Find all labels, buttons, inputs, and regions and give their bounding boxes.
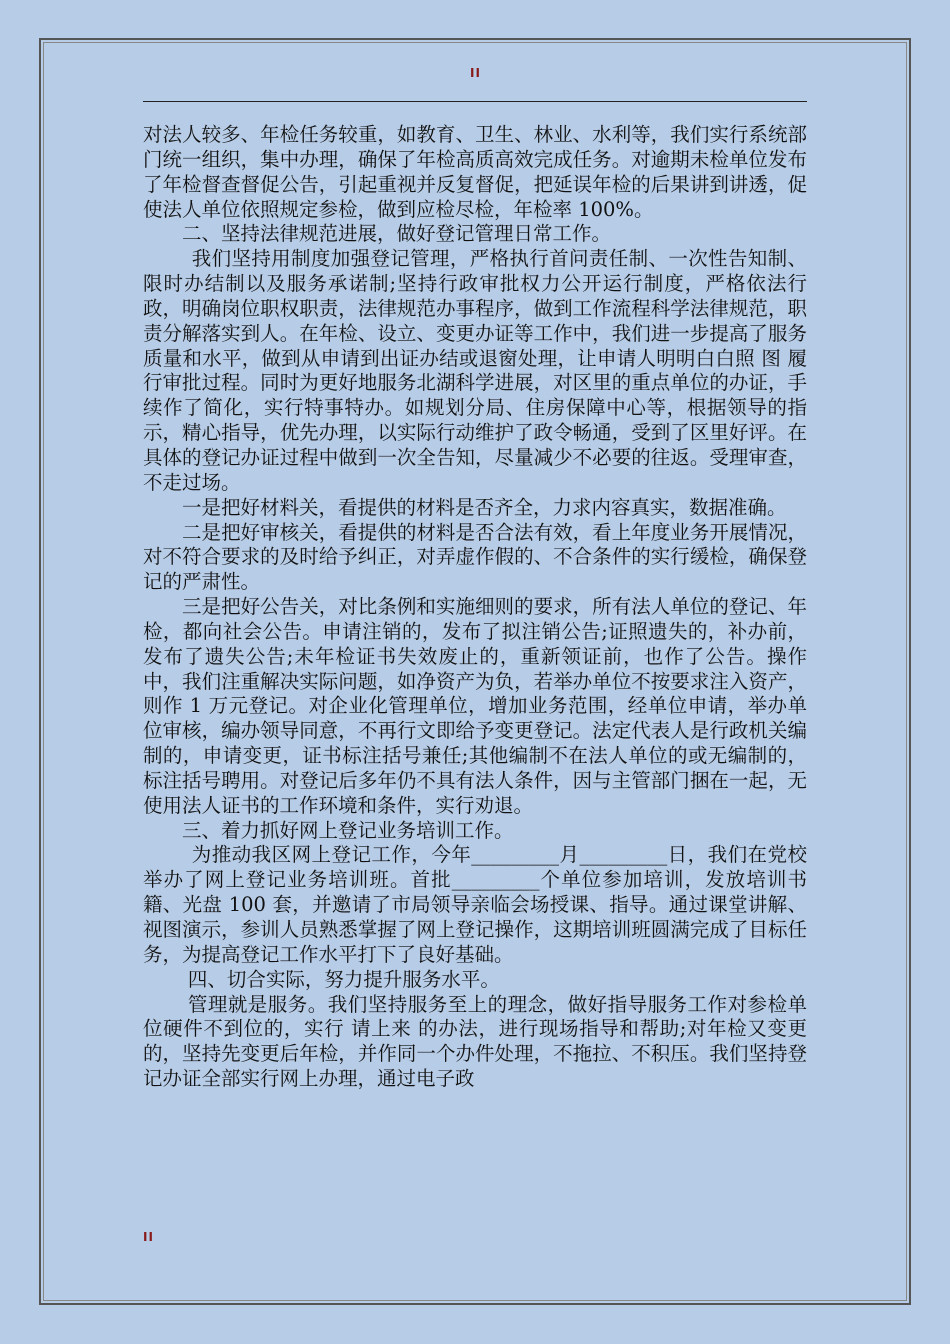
paragraph: 管理就是服务。我们坚持服务至上的理念，做好指导服务工作对参检单位硬件不到位的，实行 请上来 的办法，进行现场指导和帮助;对年检又变更的，坚持先变更后年检，并作同一个办件处理，不拖拉、不积压。我们坚持登记办证全部实行网上办理，通过电子政	[143, 992, 807, 1091]
paragraph: 二、坚持法律规范进展，做好登记管理日常工作。	[182, 222, 612, 246]
paragraph: 一是把好材料关，看提供的材料是否齐全，力求内容真实，数据准确。	[182, 495, 787, 519]
header-rule	[143, 101, 807, 102]
paragraph: 三、着力抓好网上登记业务培训工作。	[182, 818, 514, 842]
paragraph: 二是把好审核关，看提供的材料是否合法有效，看上年度业务开展情况，对不符合要求的及时给予纠正，对弄虚作假的、不合条件的实行缓检，确保登记的严肃性。	[143, 520, 807, 594]
paragraph: 四、切合实际，努力提升服务水平。	[187, 967, 500, 991]
header-mark: II	[470, 66, 481, 80]
paragraph: 三是把好公告关，对比条例和实施细则的要求，所有法人单位的登记、年检，都向社会公告。申请注销的，发布了拟注销公告;证照遗失的，补办前，发布了遗失公告;未年检证书失效废止的，重新领证前，也作了公告。操作中，我们注重解决实际问题，如净资产为负，若举办单位不按要求注入资产，则作 1 万元登记。对企业化管理单位，增加业务范围，经单位申请，举办单位审核，编办领导同意，不再行文即给予变更登记。法定代表人是行政机关编制的，申请变更，证书标注括号兼任;其他编制不在法人单位的或无编制的，标注括号聘用。对登记后多年仍不具有法人条件，因与主管部门捆在一起，无使用法人证书的工作环境和条件，实行劝退。	[143, 595, 807, 817]
paragraph: 对法人较多、年检任务较重，如教育、卫生、林业、水利等，我们实行系统部门统一组织，集中办理，确保了年检高质高效完成任务。对逾期未检单位发布了年检督查督促公告，引起重视并反复督促，把延误年检的后果讲到讲透，促使法人单位依照规定参检，做到应检尽检，年检率 100%。	[143, 123, 807, 221]
footer-mark: II	[143, 1230, 154, 1244]
document-body	[143, 123, 807, 1092]
paragraph: 我们坚持用制度加强登记管理，严格执行首问责任制、一次性告知制、限时办结制以及服务承诺制;坚持行政审批权力公开运行制度，严格依法行政，明确岗位职权职责，法律规范办事程序，做到工作流程科学法律规范，职责分解落实到人。在年检、设立、变更办证等工作中，我们进一步提高了服务质量和水平，做到从申请到出证办结或退窗处理，让申请人明明白白照 图 履行审批过程。同时为更好地服务北湖科学进展，对区里的重点单位的办证，手续作了简化，实行特事特办。如规划分局、住房保障中心等，根据领导的指示，精心指导，优先办理，以实际行动维护了政令畅通，受到了区里好评。在具体的登记办证过程中做到一次全告知，尽量减少不必要的往返。受理审查，不走过场。	[143, 247, 807, 494]
paragraph: 为推动我区网上登记工作，今年_________月_________日，我们在党校举办了网上登记业务培训班。首批_________个单位参加培训，发放培训书籍、光盘 100 套，并邀请了市局领导亲临会场授课、指导。通过课堂讲解、视图演示，参训人员熟悉掌握了网上登记操作，这期培训班圆满完成了目标任务，为提高登记工作水平打下了良好基础。	[143, 843, 807, 966]
